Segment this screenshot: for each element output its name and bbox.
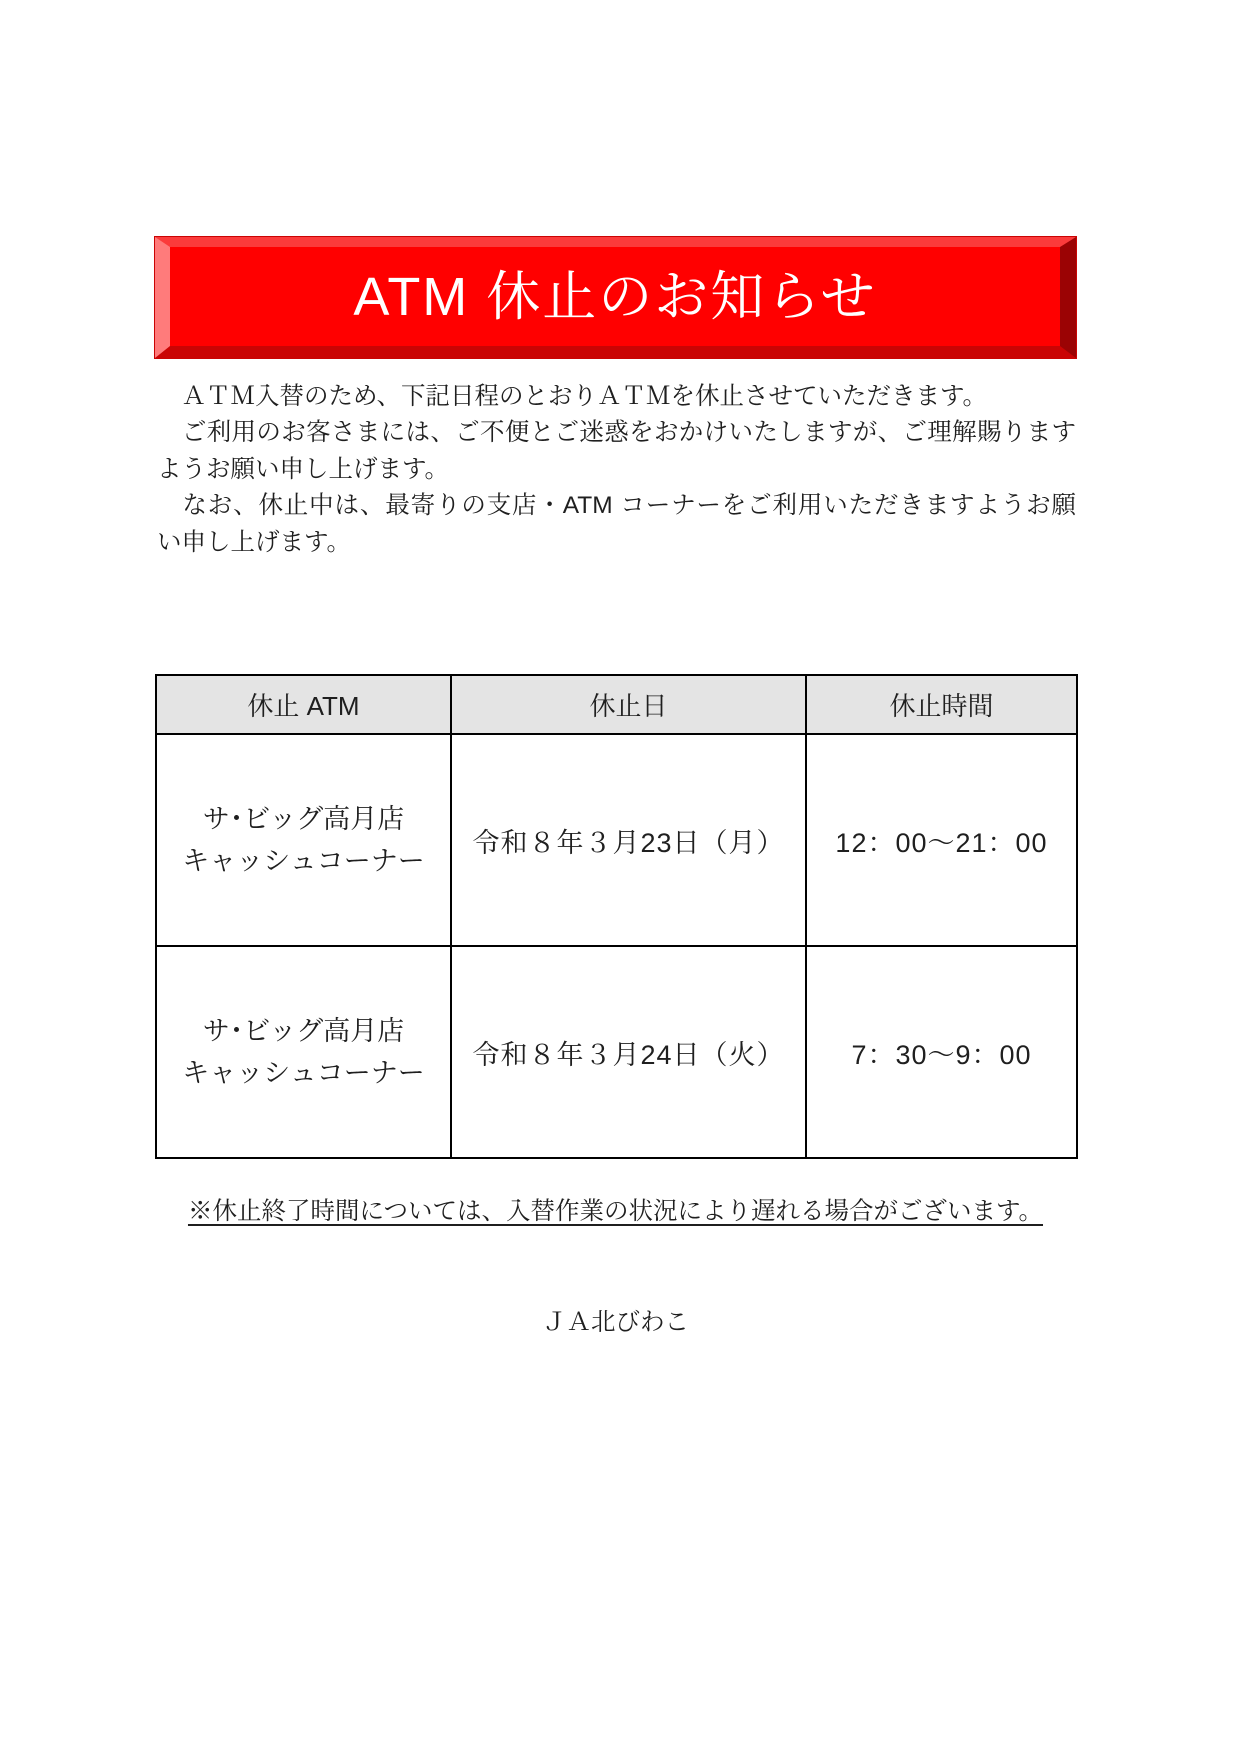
atm-name-line: キャッシュコーナー <box>182 1058 425 1088</box>
date-cell: 令和８年３月23日（月） <box>451 734 806 946</box>
table-header-row <box>156 675 1077 734</box>
date-cell: 令和８年３月24日（火） <box>451 946 806 1158</box>
intro-paragraphs <box>157 379 1076 561</box>
intro-line-5: い申し上げます。 <box>157 528 352 556</box>
footnote-text: ※休止終了時間については、入替作業の状況により遅れる場合がございます。 <box>187 1198 1044 1225</box>
title-banner <box>155 237 1076 358</box>
atm-name-cell <box>156 946 451 1158</box>
atm-name-line: サ･ビッグ高月店 <box>202 804 405 834</box>
intro-line-2: ご利用のお客さまには、ご不便とご迷惑をおかけいたしますが、ご理解賜ります <box>157 419 1076 447</box>
suspension-table <box>155 674 1078 1159</box>
col-header-time: 休止時間 <box>806 675 1077 734</box>
atm-name-line: サ･ビッグ高月店 <box>202 1016 405 1046</box>
time-cell: 7：30～9：00 <box>806 946 1077 1158</box>
table-row <box>156 734 1077 946</box>
col-header-atm: 休止 ATM <box>156 675 451 734</box>
page-title: ATM 休止のお知らせ <box>353 266 877 327</box>
col-header-date: 休止日 <box>451 675 806 734</box>
footnote <box>155 1192 1076 1227</box>
time-cell: 12：00～21：00 <box>806 734 1077 946</box>
intro-line-3: ようお願い申し上げます。 <box>157 455 450 483</box>
table-row <box>156 946 1077 1158</box>
intro-line-4: なお、休止中は、最寄りの支店・ATM コーナーをご利用いただきますようお願 <box>157 492 1076 520</box>
signature: ＪＡ北びわこ <box>542 1309 689 1336</box>
atm-name-line: キャッシュコーナー <box>182 846 425 876</box>
intro-line-1: ＡＴＭ入替のため、下記日程のとおりＡＴＭを休止させていただきます。 <box>157 383 988 410</box>
atm-name-cell <box>156 734 451 946</box>
